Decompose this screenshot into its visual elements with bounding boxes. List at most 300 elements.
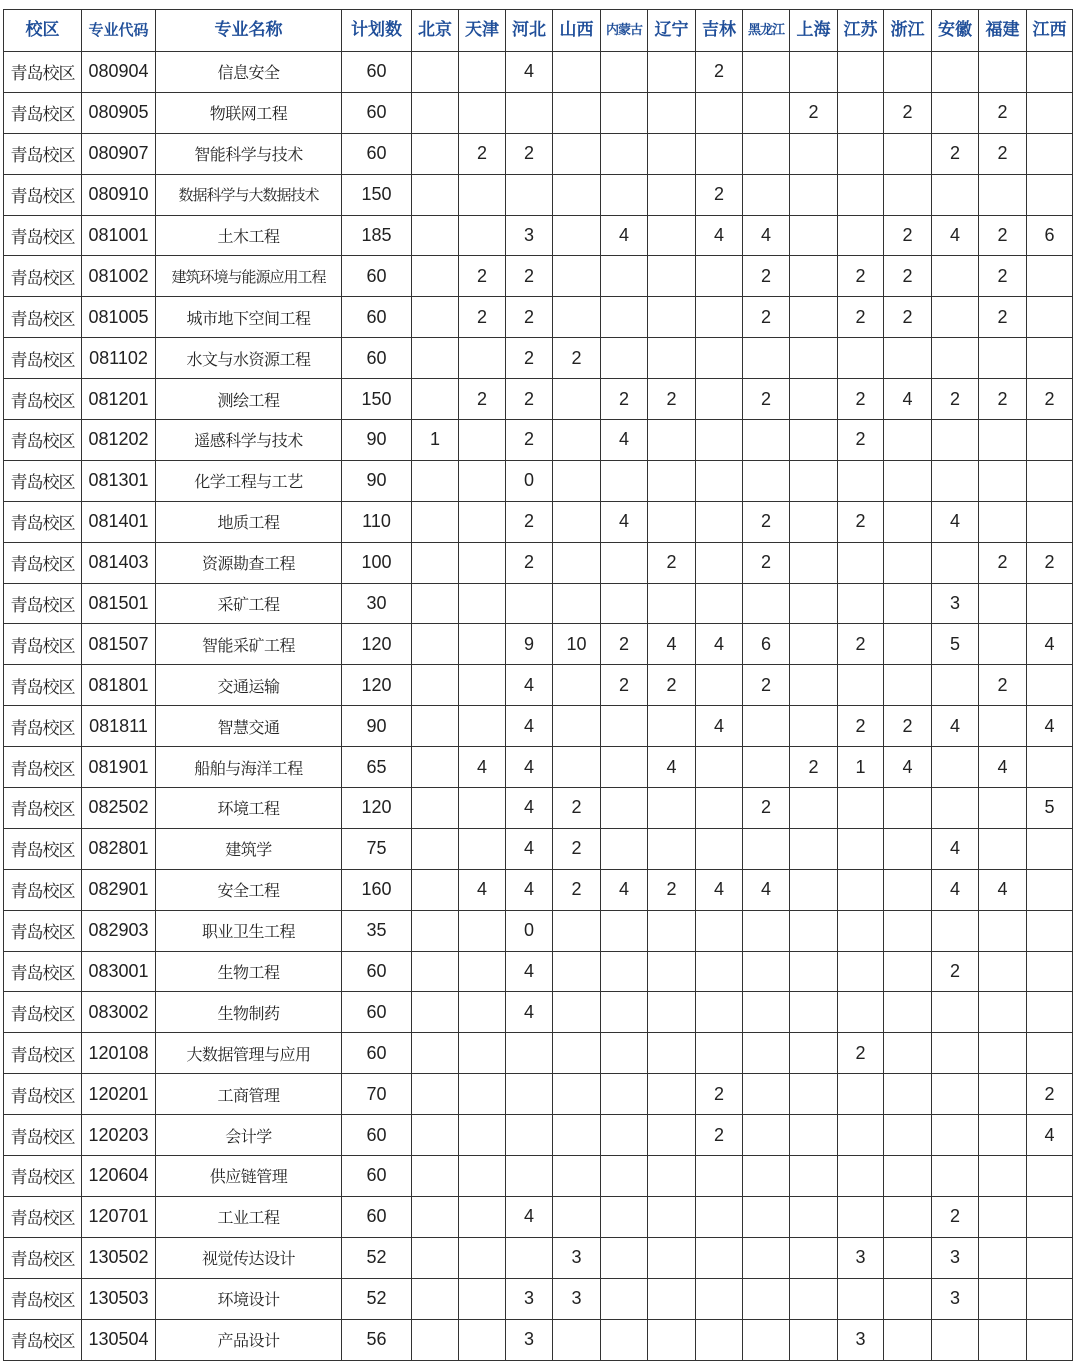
cell-province-quota: 2 bbox=[506, 338, 553, 379]
table-row bbox=[4, 133, 1073, 174]
cell-province-quota bbox=[459, 1074, 506, 1115]
cell-province-quota bbox=[838, 542, 884, 583]
cell-province-quota bbox=[1027, 460, 1073, 501]
cell-province-quota bbox=[743, 1196, 790, 1237]
cell-province-quota bbox=[648, 1196, 696, 1237]
cell-province-quota: 2 bbox=[979, 256, 1027, 297]
cell-province-quota: 4 bbox=[1027, 624, 1073, 665]
cell-province-quota: 4 bbox=[932, 869, 979, 910]
cell-plan-count: 60 bbox=[342, 52, 412, 93]
cell-plan-count: 60 bbox=[342, 951, 412, 992]
cell-province-quota bbox=[838, 1196, 884, 1237]
cell-province-quota bbox=[884, 1033, 932, 1074]
cell-campus: 青岛校区 bbox=[4, 52, 82, 93]
cell-major-code: 081507 bbox=[82, 624, 156, 665]
cell-province-quota bbox=[459, 910, 506, 951]
cell-campus: 青岛校区 bbox=[4, 706, 82, 747]
cell-province-quota: 4 bbox=[506, 1196, 553, 1237]
cell-province-quota bbox=[412, 542, 459, 583]
cell-province-quota bbox=[743, 1278, 790, 1319]
cell-plan-count: 150 bbox=[342, 174, 412, 215]
cell-province-quota bbox=[979, 1278, 1027, 1319]
cell-province-quota bbox=[838, 910, 884, 951]
cell-province-quota: 1 bbox=[412, 420, 459, 461]
cell-province-quota bbox=[648, 1156, 696, 1197]
cell-campus: 青岛校区 bbox=[4, 788, 82, 829]
cell-province-quota bbox=[838, 992, 884, 1033]
cell-province-quota: 2 bbox=[648, 542, 696, 583]
cell-province-quota bbox=[506, 583, 553, 624]
cell-major-name: 采矿工程 bbox=[156, 583, 342, 624]
cell-campus: 青岛校区 bbox=[4, 542, 82, 583]
table-row bbox=[4, 1319, 1073, 1360]
cell-province-quota bbox=[553, 92, 601, 133]
cell-province-quota bbox=[884, 910, 932, 951]
cell-province-quota: 2 bbox=[838, 420, 884, 461]
cell-province-quota bbox=[743, 1033, 790, 1074]
cell-province-quota bbox=[790, 828, 838, 869]
cell-province-quota: 2 bbox=[696, 52, 743, 93]
cell-province-quota bbox=[932, 338, 979, 379]
cell-major-code: 130504 bbox=[82, 1319, 156, 1360]
header-province-fujian: 福建 bbox=[979, 10, 1027, 52]
cell-province-quota bbox=[459, 624, 506, 665]
cell-province-quota bbox=[648, 951, 696, 992]
cell-province-quota bbox=[790, 1115, 838, 1156]
cell-province-quota bbox=[412, 706, 459, 747]
cell-province-quota: 4 bbox=[459, 869, 506, 910]
cell-province-quota: 4 bbox=[932, 828, 979, 869]
cell-province-quota bbox=[648, 52, 696, 93]
cell-province-quota bbox=[412, 215, 459, 256]
cell-campus: 青岛校区 bbox=[4, 1319, 82, 1360]
cell-province-quota bbox=[979, 1237, 1027, 1278]
cell-province-quota bbox=[696, 92, 743, 133]
cell-province-quota bbox=[884, 460, 932, 501]
cell-province-quota: 2 bbox=[838, 379, 884, 420]
cell-province-quota: 3 bbox=[506, 1319, 553, 1360]
cell-plan-count: 120 bbox=[342, 665, 412, 706]
cell-province-quota bbox=[884, 583, 932, 624]
cell-province-quota bbox=[459, 665, 506, 706]
cell-major-code: 081001 bbox=[82, 215, 156, 256]
cell-province-quota: 4 bbox=[459, 747, 506, 788]
cell-major-code: 081201 bbox=[82, 379, 156, 420]
cell-province-quota bbox=[459, 992, 506, 1033]
cell-province-quota bbox=[1027, 501, 1073, 542]
cell-plan-count: 52 bbox=[342, 1278, 412, 1319]
cell-campus: 青岛校区 bbox=[4, 1196, 82, 1237]
cell-campus: 青岛校区 bbox=[4, 1156, 82, 1197]
cell-province-quota bbox=[648, 1033, 696, 1074]
cell-province-quota bbox=[412, 1074, 459, 1115]
cell-province-quota bbox=[696, 828, 743, 869]
cell-province-quota bbox=[459, 52, 506, 93]
cell-province-quota bbox=[412, 992, 459, 1033]
cell-province-quota: 3 bbox=[506, 1278, 553, 1319]
cell-province-quota: 2 bbox=[506, 297, 553, 338]
cell-province-quota bbox=[459, 1115, 506, 1156]
cell-province-quota bbox=[459, 215, 506, 256]
cell-province-quota: 3 bbox=[838, 1237, 884, 1278]
cell-province-quota: 4 bbox=[884, 747, 932, 788]
cell-province-quota bbox=[601, 1319, 648, 1360]
header-major-code: 专业代码 bbox=[82, 10, 156, 52]
cell-province-quota bbox=[412, 297, 459, 338]
cell-province-quota bbox=[838, 869, 884, 910]
cell-province-quota: 4 bbox=[601, 420, 648, 461]
cell-province-quota bbox=[1027, 256, 1073, 297]
cell-major-code: 081901 bbox=[82, 747, 156, 788]
cell-province-quota bbox=[979, 910, 1027, 951]
cell-province-quota: 2 bbox=[506, 133, 553, 174]
cell-province-quota bbox=[743, 583, 790, 624]
cell-province-quota: 2 bbox=[696, 174, 743, 215]
cell-province-quota: 2 bbox=[459, 379, 506, 420]
cell-province-quota: 2 bbox=[743, 297, 790, 338]
cell-province-quota bbox=[1027, 583, 1073, 624]
cell-major-name: 遥感科学与技术 bbox=[156, 420, 342, 461]
cell-major-name: 建筑学 bbox=[156, 828, 342, 869]
cell-plan-count: 60 bbox=[342, 338, 412, 379]
cell-province-quota bbox=[838, 338, 884, 379]
cell-province-quota bbox=[601, 910, 648, 951]
cell-province-quota bbox=[884, 1074, 932, 1115]
cell-province-quota bbox=[884, 1196, 932, 1237]
table-row bbox=[4, 869, 1073, 910]
cell-province-quota bbox=[648, 706, 696, 747]
cell-province-quota bbox=[696, 256, 743, 297]
cell-province-quota: 2 bbox=[979, 215, 1027, 256]
cell-province-quota bbox=[506, 1237, 553, 1278]
cell-province-quota bbox=[412, 951, 459, 992]
cell-plan-count: 60 bbox=[342, 297, 412, 338]
cell-province-quota bbox=[790, 174, 838, 215]
cell-province-quota: 4 bbox=[696, 624, 743, 665]
cell-campus: 青岛校区 bbox=[4, 869, 82, 910]
table-row bbox=[4, 828, 1073, 869]
cell-province-quota bbox=[553, 133, 601, 174]
cell-province-quota bbox=[1027, 828, 1073, 869]
cell-province-quota bbox=[790, 910, 838, 951]
cell-province-quota bbox=[979, 951, 1027, 992]
cell-province-quota bbox=[696, 420, 743, 461]
cell-province-quota bbox=[979, 828, 1027, 869]
header-province-jilin: 吉林 bbox=[696, 10, 743, 52]
cell-province-quota bbox=[790, 460, 838, 501]
cell-campus: 青岛校区 bbox=[4, 910, 82, 951]
cell-province-quota bbox=[506, 92, 553, 133]
cell-province-quota bbox=[696, 1278, 743, 1319]
cell-province-quota bbox=[412, 828, 459, 869]
cell-province-quota bbox=[459, 951, 506, 992]
cell-province-quota: 4 bbox=[696, 215, 743, 256]
cell-province-quota bbox=[601, 256, 648, 297]
cell-plan-count: 60 bbox=[342, 133, 412, 174]
table-row bbox=[4, 379, 1073, 420]
cell-province-quota bbox=[601, 1115, 648, 1156]
cell-province-quota bbox=[1027, 951, 1073, 992]
cell-province-quota bbox=[459, 542, 506, 583]
cell-province-quota bbox=[932, 665, 979, 706]
cell-province-quota bbox=[932, 788, 979, 829]
cell-province-quota bbox=[790, 869, 838, 910]
cell-province-quota bbox=[412, 1237, 459, 1278]
cell-province-quota bbox=[1027, 869, 1073, 910]
cell-province-quota bbox=[459, 460, 506, 501]
cell-province-quota bbox=[459, 1196, 506, 1237]
cell-province-quota bbox=[648, 1115, 696, 1156]
cell-province-quota: 2 bbox=[743, 788, 790, 829]
cell-province-quota: 4 bbox=[979, 747, 1027, 788]
cell-major-name: 视觉传达设计 bbox=[156, 1237, 342, 1278]
cell-plan-count: 185 bbox=[342, 215, 412, 256]
cell-province-quota bbox=[553, 501, 601, 542]
cell-province-quota bbox=[459, 420, 506, 461]
enrollment-plan-table bbox=[3, 9, 1073, 1361]
cell-province-quota bbox=[884, 52, 932, 93]
cell-major-code: 082901 bbox=[82, 869, 156, 910]
cell-province-quota bbox=[790, 583, 838, 624]
cell-province-quota bbox=[932, 52, 979, 93]
cell-province-quota bbox=[459, 501, 506, 542]
cell-plan-count: 60 bbox=[342, 256, 412, 297]
cell-province-quota bbox=[601, 706, 648, 747]
cell-province-quota: 2 bbox=[932, 133, 979, 174]
cell-province-quota bbox=[979, 624, 1027, 665]
cell-major-name: 工商管理 bbox=[156, 1074, 342, 1115]
cell-province-quota: 4 bbox=[506, 828, 553, 869]
cell-province-quota bbox=[648, 460, 696, 501]
cell-province-quota bbox=[932, 420, 979, 461]
cell-province-quota bbox=[601, 992, 648, 1033]
cell-province-quota bbox=[790, 1237, 838, 1278]
cell-province-quota bbox=[696, 1156, 743, 1197]
cell-major-code: 130503 bbox=[82, 1278, 156, 1319]
cell-province-quota bbox=[1027, 1033, 1073, 1074]
cell-province-quota bbox=[459, 828, 506, 869]
cell-province-quota: 2 bbox=[838, 706, 884, 747]
table-row bbox=[4, 215, 1073, 256]
cell-province-quota bbox=[412, 52, 459, 93]
cell-province-quota bbox=[743, 1237, 790, 1278]
cell-province-quota bbox=[838, 52, 884, 93]
cell-province-quota: 3 bbox=[553, 1237, 601, 1278]
cell-province-quota bbox=[884, 992, 932, 1033]
cell-major-code: 081801 bbox=[82, 665, 156, 706]
cell-plan-count: 56 bbox=[342, 1319, 412, 1360]
cell-province-quota bbox=[459, 706, 506, 747]
cell-province-quota bbox=[553, 1033, 601, 1074]
cell-province-quota bbox=[743, 460, 790, 501]
cell-province-quota bbox=[459, 583, 506, 624]
cell-province-quota bbox=[648, 1237, 696, 1278]
cell-province-quota: 2 bbox=[979, 542, 1027, 583]
cell-province-quota bbox=[459, 1156, 506, 1197]
cell-province-quota: 2 bbox=[553, 869, 601, 910]
cell-campus: 青岛校区 bbox=[4, 828, 82, 869]
cell-province-quota: 2 bbox=[979, 665, 1027, 706]
cell-province-quota bbox=[790, 1156, 838, 1197]
cell-province-quota bbox=[838, 788, 884, 829]
cell-province-quota bbox=[790, 542, 838, 583]
cell-province-quota bbox=[884, 624, 932, 665]
cell-province-quota bbox=[743, 1319, 790, 1360]
header-province-anhui: 安徽 bbox=[932, 10, 979, 52]
cell-province-quota bbox=[1027, 910, 1073, 951]
cell-major-name: 地质工程 bbox=[156, 501, 342, 542]
cell-province-quota bbox=[412, 665, 459, 706]
cell-province-quota bbox=[648, 788, 696, 829]
cell-province-quota: 4 bbox=[506, 788, 553, 829]
cell-major-code: 080904 bbox=[82, 52, 156, 93]
cell-province-quota: 4 bbox=[506, 747, 553, 788]
cell-province-quota bbox=[743, 992, 790, 1033]
cell-province-quota: 4 bbox=[506, 951, 553, 992]
cell-major-code: 080907 bbox=[82, 133, 156, 174]
cell-province-quota bbox=[790, 420, 838, 461]
cell-major-name: 城市地下空间工程 bbox=[156, 297, 342, 338]
cell-province-quota bbox=[932, 92, 979, 133]
cell-province-quota bbox=[648, 420, 696, 461]
cell-province-quota: 3 bbox=[553, 1278, 601, 1319]
cell-province-quota: 2 bbox=[506, 379, 553, 420]
cell-plan-count: 60 bbox=[342, 992, 412, 1033]
cell-plan-count: 60 bbox=[342, 1156, 412, 1197]
cell-province-quota bbox=[932, 542, 979, 583]
cell-province-quota bbox=[648, 1319, 696, 1360]
cell-province-quota: 5 bbox=[932, 624, 979, 665]
cell-province-quota bbox=[932, 297, 979, 338]
cell-province-quota bbox=[743, 52, 790, 93]
table-body bbox=[4, 52, 1073, 1361]
cell-province-quota bbox=[884, 665, 932, 706]
header-province-liaoning: 辽宁 bbox=[648, 10, 696, 52]
cell-province-quota: 2 bbox=[979, 133, 1027, 174]
cell-province-quota bbox=[884, 338, 932, 379]
cell-province-quota bbox=[979, 1115, 1027, 1156]
cell-province-quota bbox=[601, 1156, 648, 1197]
table-row bbox=[4, 706, 1073, 747]
cell-province-quota: 2 bbox=[696, 1115, 743, 1156]
cell-province-quota bbox=[696, 338, 743, 379]
cell-province-quota bbox=[696, 910, 743, 951]
cell-province-quota: 2 bbox=[743, 665, 790, 706]
cell-province-quota: 2 bbox=[932, 951, 979, 992]
cell-province-quota bbox=[553, 706, 601, 747]
cell-province-quota bbox=[932, 1074, 979, 1115]
cell-province-quota: 2 bbox=[743, 542, 790, 583]
cell-province-quota: 2 bbox=[506, 256, 553, 297]
cell-province-quota bbox=[932, 747, 979, 788]
cell-province-quota bbox=[648, 828, 696, 869]
table-row bbox=[4, 788, 1073, 829]
cell-campus: 青岛校区 bbox=[4, 1237, 82, 1278]
cell-province-quota bbox=[553, 1115, 601, 1156]
cell-province-quota bbox=[553, 420, 601, 461]
cell-province-quota bbox=[884, 1319, 932, 1360]
cell-province-quota bbox=[743, 706, 790, 747]
cell-province-quota bbox=[412, 1196, 459, 1237]
table-row bbox=[4, 1033, 1073, 1074]
cell-major-code: 120604 bbox=[82, 1156, 156, 1197]
cell-province-quota bbox=[412, 133, 459, 174]
cell-province-quota bbox=[790, 52, 838, 93]
cell-province-quota bbox=[459, 92, 506, 133]
cell-province-quota bbox=[553, 542, 601, 583]
cell-province-quota bbox=[553, 52, 601, 93]
cell-province-quota bbox=[1027, 92, 1073, 133]
cell-plan-count: 60 bbox=[342, 1196, 412, 1237]
cell-plan-count: 65 bbox=[342, 747, 412, 788]
cell-campus: 青岛校区 bbox=[4, 624, 82, 665]
cell-campus: 青岛校区 bbox=[4, 747, 82, 788]
cell-province-quota: 4 bbox=[932, 706, 979, 747]
table-row bbox=[4, 542, 1073, 583]
cell-province-quota bbox=[932, 992, 979, 1033]
cell-province-quota bbox=[932, 174, 979, 215]
cell-province-quota bbox=[412, 338, 459, 379]
cell-province-quota bbox=[459, 1319, 506, 1360]
cell-province-quota: 3 bbox=[932, 1278, 979, 1319]
cell-province-quota bbox=[932, 1033, 979, 1074]
cell-campus: 青岛校区 bbox=[4, 1115, 82, 1156]
cell-province-quota: 2 bbox=[979, 92, 1027, 133]
cell-major-code: 081811 bbox=[82, 706, 156, 747]
cell-province-quota: 2 bbox=[506, 420, 553, 461]
cell-province-quota bbox=[601, 297, 648, 338]
cell-province-quota bbox=[696, 583, 743, 624]
cell-campus: 青岛校区 bbox=[4, 501, 82, 542]
table-row bbox=[4, 951, 1073, 992]
cell-province-quota bbox=[932, 1156, 979, 1197]
cell-province-quota bbox=[1027, 52, 1073, 93]
cell-province-quota: 2 bbox=[601, 665, 648, 706]
cell-province-quota bbox=[884, 133, 932, 174]
cell-major-name: 大数据管理与应用 bbox=[156, 1033, 342, 1074]
cell-province-quota: 6 bbox=[743, 624, 790, 665]
cell-province-quota bbox=[838, 215, 884, 256]
cell-province-quota bbox=[412, 92, 459, 133]
cell-province-quota bbox=[790, 1196, 838, 1237]
cell-province-quota bbox=[553, 951, 601, 992]
cell-province-quota bbox=[884, 1237, 932, 1278]
cell-province-quota bbox=[790, 501, 838, 542]
cell-province-quota: 6 bbox=[1027, 215, 1073, 256]
cell-province-quota: 4 bbox=[696, 706, 743, 747]
cell-major-code: 120108 bbox=[82, 1033, 156, 1074]
cell-province-quota: 2 bbox=[459, 133, 506, 174]
cell-province-quota bbox=[790, 951, 838, 992]
cell-province-quota bbox=[601, 92, 648, 133]
cell-province-quota bbox=[979, 1196, 1027, 1237]
cell-province-quota: 2 bbox=[648, 869, 696, 910]
cell-major-name: 智慧交通 bbox=[156, 706, 342, 747]
cell-province-quota bbox=[884, 542, 932, 583]
cell-campus: 青岛校区 bbox=[4, 1278, 82, 1319]
cell-plan-count: 90 bbox=[342, 460, 412, 501]
cell-province-quota bbox=[553, 1074, 601, 1115]
cell-province-quota bbox=[601, 542, 648, 583]
cell-province-quota: 2 bbox=[790, 92, 838, 133]
cell-province-quota bbox=[979, 174, 1027, 215]
cell-campus: 青岛校区 bbox=[4, 92, 82, 133]
cell-province-quota bbox=[884, 1156, 932, 1197]
cell-campus: 青岛校区 bbox=[4, 992, 82, 1033]
cell-campus: 青岛校区 bbox=[4, 133, 82, 174]
cell-province-quota bbox=[743, 828, 790, 869]
cell-province-quota: 2 bbox=[838, 501, 884, 542]
